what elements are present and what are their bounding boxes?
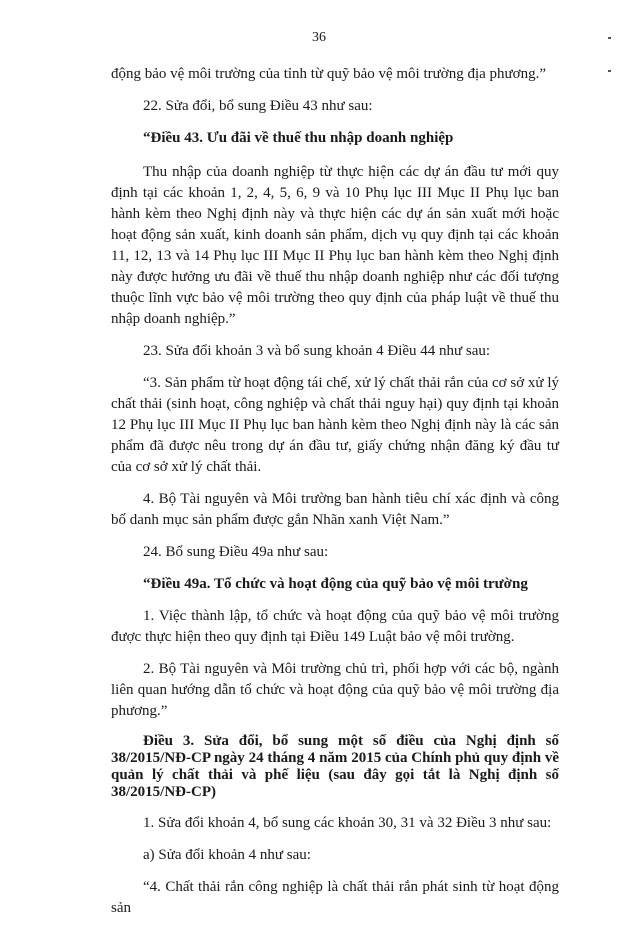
page-number: 36 bbox=[312, 30, 326, 45]
paragraph: 4. Bộ Tài nguyên và Môi trường ban hành tiêu chí xác định và công bố danh mục sản phẩm được gắn Nhãn xanh Việt Nam.” bbox=[111, 491, 559, 528]
scan-mark bbox=[608, 37, 611, 39]
sub-item-heading: a) Sửa đổi khoản 4 như sau: bbox=[143, 847, 311, 863]
article-heading-3: Điều 3. Sửa đổi, bổ sung một số điều của Nghị định số 38/2015/NĐ-CP ngày 24 tháng 4 năm 2015 của Chính phủ quy định về quản lý chất thải và phế liệu (sau đây gọi tắt là Nghị định số 38/2015/NĐ-CP) bbox=[111, 733, 559, 800]
paragraph: “3. Sản phẩm từ hoạt động tái chế, xử lý chất thải rắn của cơ sở xử lý chất thải (sinh hoạt, công nghiệp và chất thải nguy hại) quy định tại khoản 12 Phụ lục III Mục II Phụ lục ban hành kèm theo Nghị định này là các sản phẩm đã được nêu trong dự án đầu tư, giấy chứng nhận đăng ký đầu tư của cơ sở xử lý chất thải. bbox=[111, 375, 559, 475]
paragraph: động bảo vệ môi trường của tỉnh từ quỹ bảo vệ môi trường địa phương.” bbox=[111, 66, 546, 82]
paragraph: 2. Bộ Tài nguyên và Môi trường chủ trì, phối hợp với các bộ, ngành liên quan hướng dẫn tổ chức và hoạt động của quỹ bảo vệ môi trường địa phương.” bbox=[111, 661, 559, 719]
amendment-heading-23: 23. Sửa đổi khoản 3 và bổ sung khoản 4 Điều 44 như sau: bbox=[143, 343, 491, 359]
article-heading-49a: “Điều 49a. Tổ chức và hoạt động của quỹ bảo vệ môi trường bbox=[143, 576, 528, 592]
document-body bbox=[111, 64, 559, 930]
paragraph: “4. Chất thải rắn công nghiệp là chất thải rắn phát sinh từ hoạt động sản bbox=[111, 879, 559, 916]
paragraph: Thu nhập của doanh nghiệp từ thực hiện các dự án đầu tư mới quy định tại các khoản 1, 2, 4, 5, 6, 9 và 10 Phụ lục III Mục II Phụ lục ban hành kèm theo Nghị định này và thực hiện các dự án sản xuất mới hoặc hoạt động sản xuất, kinh doanh sản phẩm, dịch vụ quy định tại các khoản 11, 12, 13 và 14 Phụ lục III Mục II Phụ lục ban hành kèm theo Nghị định này được hưởng ưu đãi về thuế thu nhập doanh nghiệp như các đối tượng thuộc lĩnh vực bảo vệ môi trường theo quy định của pháp luật về thuế thu nhập doanh nghiệp.” bbox=[111, 164, 559, 327]
amendment-heading-22: 22. Sửa đổi, bổ sung Điều 43 như sau: bbox=[143, 98, 373, 114]
article-heading-43: “Điều 43. Ưu đãi về thuế thu nhập doanh nghiệp bbox=[143, 130, 454, 146]
amendment-heading-24: 24. Bổ sung Điều 49a như sau: bbox=[143, 544, 329, 560]
paragraph: 1. Việc thành lập, tổ chức và hoạt động của quỹ bảo vệ môi trường được thực hiện theo quy định tại Điều 149 Luật bảo vệ môi trường. bbox=[111, 608, 559, 645]
amendment-heading-1: 1. Sửa đổi khoản 4, bổ sung các khoản 30, 31 và 32 Điều 3 như sau: bbox=[143, 815, 552, 831]
scan-mark bbox=[608, 70, 611, 72]
